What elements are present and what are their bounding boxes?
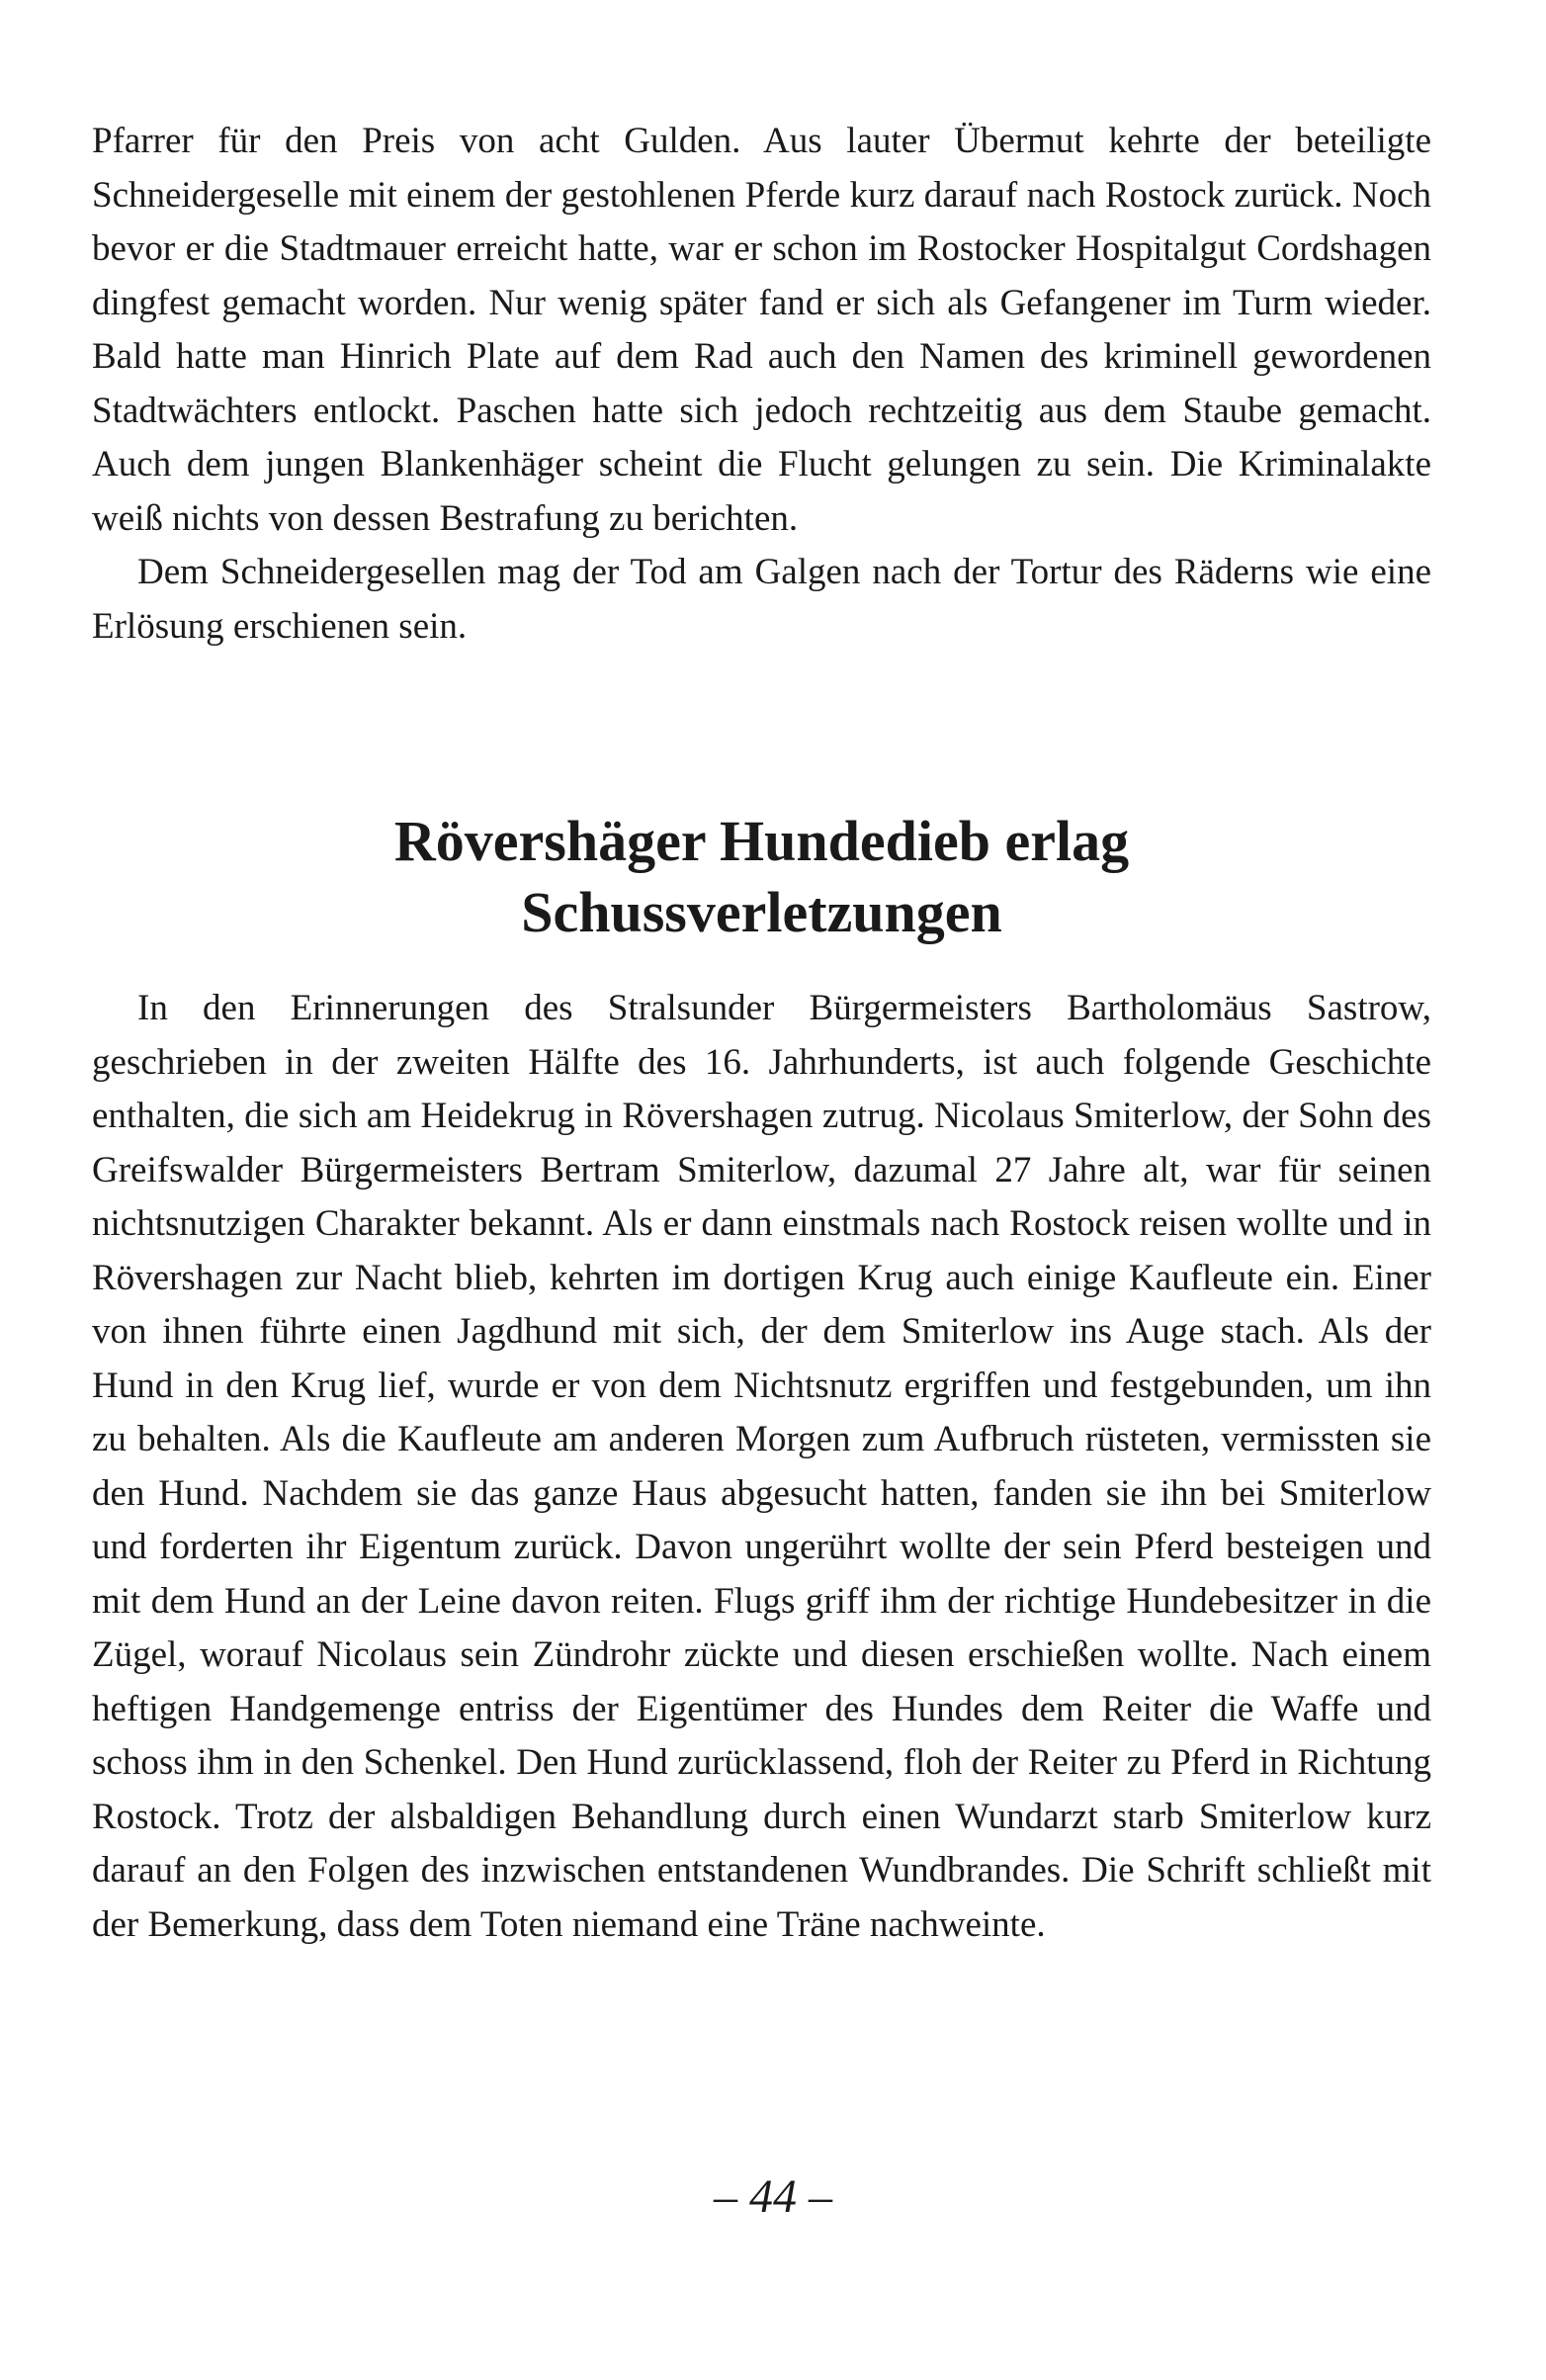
previous-story-text — [92, 115, 1431, 654]
page-number: – 44 – — [714, 2170, 832, 2223]
section-heading-line-2: Schussverletzungen — [521, 880, 1002, 944]
story-paragraph: In den Erinnerungen des Stralsunder Bürgermeisters Bartholomäus Sastrow, geschrieben in der zweiten Hälfte des 16. Jahrhunderts, ist auch folgende Geschichte enthalten, die sich am Heidekrug in Rövershagen zutrug. Nicolaus Smiterlow, der Sohn des Greifswalder Bürgermeisters Bertram Smiterlow, dazumal 27 Jahre alt, war für seinen nichtsnutzigen Charakter bekannt. Als er dann einstmals nach Rostock reisen wollte und in Rövershagen zur Nacht blieb, kehrten im dortigen Krug auch einige Kaufleute ein. Einer von ihnen führte einen Jagdhund mit sich, der dem Smiterlow ins Auge stach. Als der Hund in den Krug lief, wurde er von dem Nichtsnutz ergriffen und festgebunden, um ihn zu behalten. Als die Kaufleute am anderen Morgen zum Aufbruch rüsteten, vermissten sie den Hund. Nachdem sie das ganze Haus abgesucht hatten, fanden sie ihn bei Smiterlow und forderten ihr Eigentum zurück. Davon ungerührt wollte der sein Pferd besteigen und mit dem Hund an der Leine davon reiten. Flugs griff ihm der richtige Hundebesitzer in die Zügel, worauf Nicolaus sein Zündrohr zückte und diesen erschießen wollte. Nach einem heftigen Handgemenge entriss der Eigentümer des Hundes dem Reiter die Waffe und schoss ihm in den Schenkel. Den Hund zurücklassend, floh der Reiter zu Pferd in Richtung Rostock. Trotz der alsbaldigen Behandlung durch einen Wundarzt starb Smiterlow kurz darauf an den Folgen des inzwischen entstandenen Wundbrandes. Die Schrift schließt mit der Bemerkung, dass dem Toten niemand eine Träne nachweinte. — [92, 988, 1431, 1945]
paragraph-continued: Pfarrer für den Preis von acht Gulden. Aus lauter Übermut kehrte der beteiligte Schneidergeselle mit einem der gestohlenen Pferde kurz darauf nach Rostock zurück. Noch bevor er die Stadtmauer erreicht hatte, war er schon im Rostocker Hospitalgut Cordshagen dingfest gemacht worden. Nur wenig später fand er sich als Gefangener im Turm wieder. Bald hatte man Hinrich Plate auf dem Rad auch den Namen des kriminell gewordenen Stadtwächters entlockt. Paschen hatte sich jedoch rechtzeitig aus dem Staube gemacht. Auch dem jungen Blankenhäger scheint die Flucht gelungen zu sein. Die Kriminalakte weiß nichts von dessen Bestrafung zu berichten. — [92, 121, 1431, 539]
section-heading — [92, 806, 1431, 948]
story-text — [92, 982, 1431, 1952]
section-heading-line-1: Rövershäger Hundedieb erlag — [393, 809, 1130, 873]
paragraph-conclusion: Dem Schneidergesellen mag der Tod am Galgen nach der Tortur des Räderns wie eine Erlösung erschienen sein. — [92, 552, 1431, 647]
